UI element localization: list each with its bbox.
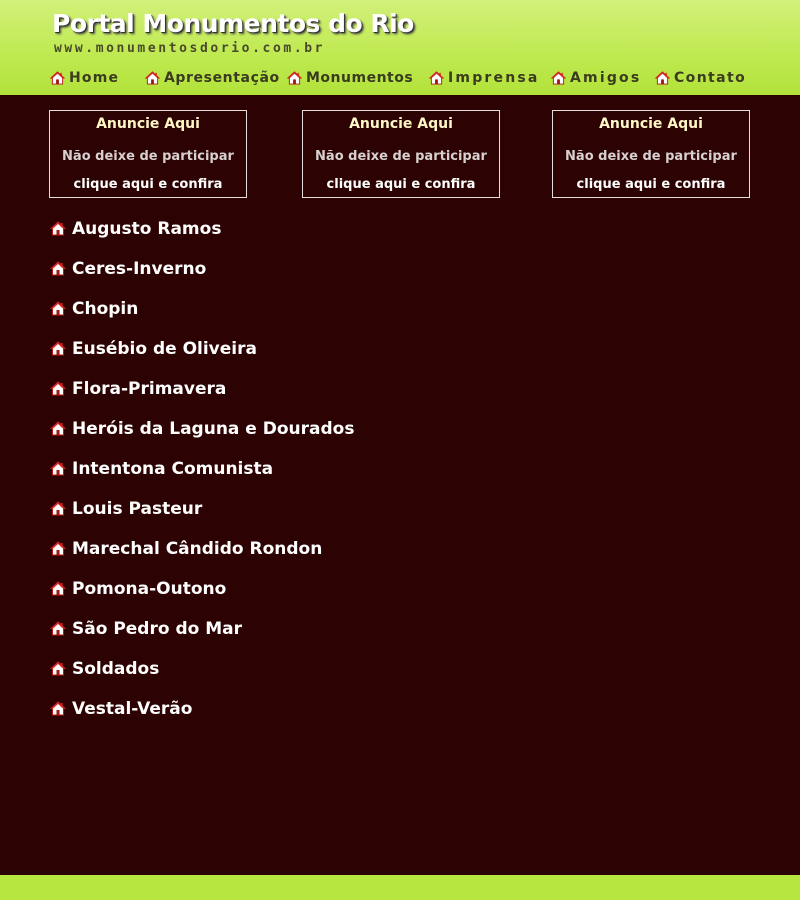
nav-amigos[interactable] bbox=[551, 68, 641, 88]
home-icon bbox=[50, 341, 66, 356]
home-icon bbox=[655, 71, 670, 85]
home-icon bbox=[50, 71, 65, 85]
monument-link[interactable] bbox=[50, 698, 354, 738]
monument-link[interactable] bbox=[50, 418, 354, 458]
home-icon bbox=[287, 71, 302, 85]
monument-label: Vestal-Verão bbox=[72, 699, 193, 719]
monument-link[interactable] bbox=[50, 658, 354, 698]
ad-title: Anuncie Aqui bbox=[96, 116, 200, 132]
monument-label: Louis Pasteur bbox=[72, 499, 203, 519]
nav-home-label: Home bbox=[69, 70, 120, 86]
site-title[interactable]: Portal Monumentos do Rio bbox=[52, 9, 414, 38]
monument-label: São Pedro do Mar bbox=[72, 619, 242, 639]
ad-box-1[interactable] bbox=[49, 110, 247, 198]
ad-text: Não deixe de participar bbox=[565, 149, 737, 164]
monument-link[interactable] bbox=[50, 498, 354, 538]
monument-label: Eusébio de Oliveira bbox=[72, 339, 257, 359]
nav-monumentos-label: Monumentos bbox=[306, 70, 414, 86]
home-icon bbox=[50, 261, 66, 276]
monument-label: Heróis da Laguna e Dourados bbox=[72, 419, 355, 439]
nav-monumentos[interactable] bbox=[287, 68, 413, 88]
home-icon bbox=[50, 381, 66, 396]
monument-label: Marechal Cândido Rondon bbox=[72, 539, 323, 559]
monument-link[interactable] bbox=[50, 298, 354, 338]
monument-link[interactable] bbox=[50, 458, 354, 498]
home-icon bbox=[50, 461, 66, 476]
ad-text: Não deixe de participar bbox=[62, 149, 234, 164]
monument-label: Ceres-Inverno bbox=[72, 259, 207, 279]
ad-link-text: clique aqui e confira bbox=[73, 177, 223, 192]
monument-link[interactable] bbox=[50, 578, 354, 618]
nav-imprensa-label: Imprensa bbox=[448, 70, 540, 86]
home-icon bbox=[50, 701, 66, 716]
monument-label: Augusto Ramos bbox=[72, 219, 222, 239]
nav-apresentacao-label: Apresentação bbox=[164, 70, 280, 86]
home-icon bbox=[50, 221, 66, 236]
ad-box-2[interactable] bbox=[302, 110, 500, 198]
nav-contato[interactable] bbox=[655, 68, 746, 88]
home-icon bbox=[50, 621, 66, 636]
monument-link[interactable] bbox=[50, 338, 354, 378]
monument-link[interactable] bbox=[50, 618, 354, 658]
nav-amigos-label: Amigos bbox=[570, 70, 642, 86]
ad-title: Anuncie Aqui bbox=[349, 116, 453, 132]
ad-link-text: clique aqui e confira bbox=[576, 177, 726, 192]
home-icon bbox=[50, 581, 66, 596]
ad-title: Anuncie Aqui bbox=[599, 116, 703, 132]
site-footer bbox=[0, 875, 800, 900]
monument-link[interactable] bbox=[50, 258, 354, 298]
nav-apresentacao[interactable] bbox=[145, 68, 280, 88]
home-icon bbox=[50, 501, 66, 516]
home-icon bbox=[50, 661, 66, 676]
ad-box-3[interactable] bbox=[552, 110, 750, 198]
monument-label: Pomona-Outono bbox=[72, 579, 227, 599]
home-icon bbox=[145, 71, 160, 85]
ad-link-text: clique aqui e confira bbox=[326, 177, 476, 192]
monument-label: Soldados bbox=[72, 659, 160, 679]
ad-text: Não deixe de participar bbox=[315, 149, 487, 164]
home-icon bbox=[551, 71, 566, 85]
home-icon bbox=[50, 421, 66, 436]
home-icon bbox=[429, 71, 444, 85]
monument-list bbox=[50, 218, 354, 738]
home-icon bbox=[50, 301, 66, 316]
nav-home[interactable] bbox=[50, 68, 119, 88]
monument-label: Flora-Primavera bbox=[72, 379, 227, 399]
monument-link[interactable] bbox=[50, 538, 354, 578]
monument-link[interactable] bbox=[50, 378, 354, 418]
site-header bbox=[0, 0, 800, 95]
monument-link[interactable] bbox=[50, 218, 354, 258]
site-url: www.monumentosdorio.com.br bbox=[54, 41, 326, 56]
nav-imprensa[interactable] bbox=[429, 68, 540, 88]
nav-contato-label: Contato bbox=[674, 70, 747, 86]
monument-label: Intentona Comunista bbox=[72, 459, 274, 479]
home-icon bbox=[50, 541, 66, 556]
monument-label: Chopin bbox=[72, 299, 139, 319]
